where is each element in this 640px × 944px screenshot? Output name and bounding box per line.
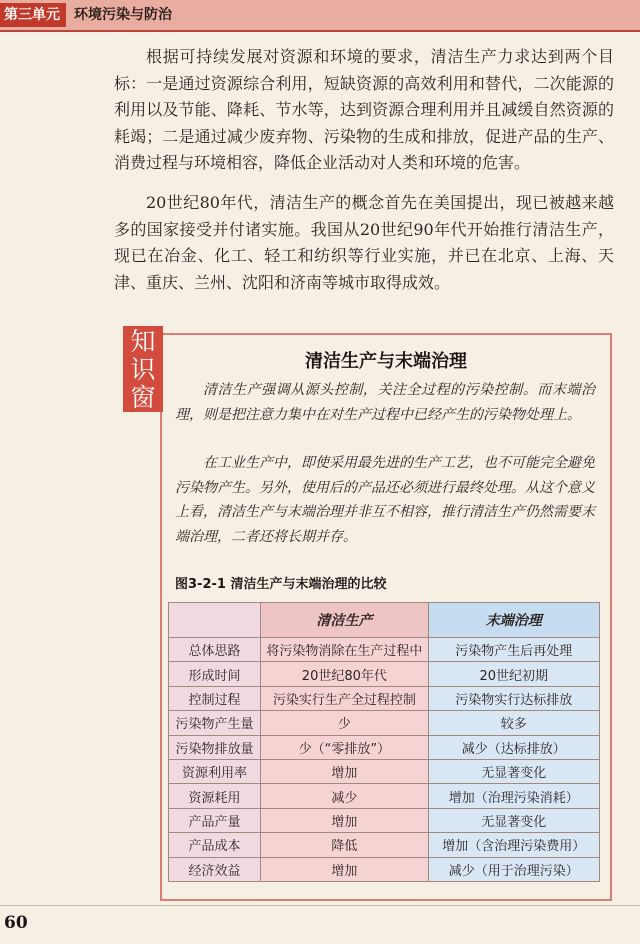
table-row [169, 784, 600, 808]
table-header-row [169, 603, 600, 638]
tab-char-1: 知 [130, 327, 156, 356]
chapter-title: 环境污染与防治 [74, 7, 172, 23]
clean-production-cell: 增加 [261, 857, 428, 881]
clean-production-cell: 少（“零排放”） [261, 735, 428, 759]
table-row [169, 759, 600, 783]
table-header-corner [169, 603, 261, 638]
tab-char-3: 窗 [130, 383, 156, 412]
clean-production-cell: 污染实行生产全过程控制 [261, 686, 428, 710]
knowledge-paragraph-1: 清洁生产强调从源头控制，关注全过程的污染控制。而末端治理，则是把注意力集中在对生产过程中已经产生的污染物处理上。 [175, 382, 595, 423]
table-row [169, 833, 600, 857]
clean-production-cell: 20世纪80年代 [261, 662, 428, 686]
body-paragraph-2: 20世纪80年代，清洁生产的概念首先在美国提出，现已被越来越多的国家接受并付诸实施。我国从20世纪90年代开始推行清洁生产，现已在冶金、化工、轻工和纺织等行业实施，并已在北京、上海、天津、重庆、兰州、沈阳和济南等城市取得成效。 [114, 193, 614, 292]
end-of-pipe-cell: 无显著变化 [428, 808, 599, 832]
row-label: 经济效益 [169, 857, 261, 881]
comparison-table [168, 602, 600, 882]
end-of-pipe-cell: 污染物实行达标排放 [428, 686, 599, 710]
clean-production-cell: 少 [261, 711, 428, 735]
clean-production-cell: 降低 [261, 833, 428, 857]
row-label: 控制过程 [169, 686, 261, 710]
table-row [169, 662, 600, 686]
row-label: 资源耗用 [169, 784, 261, 808]
row-label: 形成时间 [169, 662, 261, 686]
table-row [169, 638, 600, 662]
table-row [169, 857, 600, 881]
row-label: 产品产量 [169, 808, 261, 832]
table-row [169, 735, 600, 759]
end-of-pipe-cell: 减少（达标排放） [428, 735, 599, 759]
knowledge-window-tab [123, 326, 163, 412]
clean-production-cell: 将污染物消除在生产过程中 [261, 638, 428, 662]
table-row [169, 711, 600, 735]
knowledge-box-title: 清洁生产与末端治理 [305, 351, 467, 372]
row-label: 污染物产生量 [169, 711, 261, 735]
table-row [169, 808, 600, 832]
clean-production-cell: 减少 [261, 784, 428, 808]
clean-production-cell: 增加 [261, 808, 428, 832]
clean-production-cell: 增加 [261, 759, 428, 783]
end-of-pipe-cell: 增加（含治理污染费用） [428, 833, 599, 857]
table-header-end-of-pipe: 末端治理 [428, 603, 599, 638]
figure-caption: 图3-2-1 清洁生产与末端治理的比较 [175, 577, 387, 592]
end-of-pipe-cell: 减少（用于治理污染） [428, 857, 599, 881]
row-label: 产品成本 [169, 833, 261, 857]
unit-label: 第三单元 [0, 3, 66, 27]
knowledge-paragraph-2: 在工业生产中，即使采用最先进的生产工艺，也不可能完全避免污染物产生。另外，使用后的产品还必须进行最终处理。从这个意义上看，清洁生产与末端治理并非互不相容，推行清洁生产仍然需要末端治理，二者还将长期并存。 [175, 455, 595, 545]
table-row [169, 686, 600, 710]
table-header-clean-production: 清洁生产 [261, 603, 428, 638]
header-bar [0, 0, 640, 32]
end-of-pipe-cell: 无显著变化 [428, 759, 599, 783]
end-of-pipe-cell: 污染物产生后再处理 [428, 638, 599, 662]
row-label: 资源利用率 [169, 759, 261, 783]
end-of-pipe-cell: 20世纪初期 [428, 662, 599, 686]
tab-char-2: 识 [130, 355, 156, 384]
row-label: 污染物排放量 [169, 735, 261, 759]
page-edge [0, 905, 640, 906]
end-of-pipe-cell: 增加（治理污染消耗） [428, 784, 599, 808]
row-label: 总体思路 [169, 638, 261, 662]
end-of-pipe-cell: 较多 [428, 711, 599, 735]
body-paragraph-1: 根据可持续发展对资源和环境的要求，清洁生产力求达到两个目标：一是通过资源综合利用，短缺资源的高效利用和替代，二次能源的利用以及节能、降耗、节水等，达到资源合理利用并且减缓自然资源的耗竭；二是通过减少废弃物、污染物的生成和排放，促进产品的生产、消费过程与环境相容，降低企业活动对人类和环境的危害。 [114, 47, 614, 172]
page-number: 60 [4, 913, 28, 933]
